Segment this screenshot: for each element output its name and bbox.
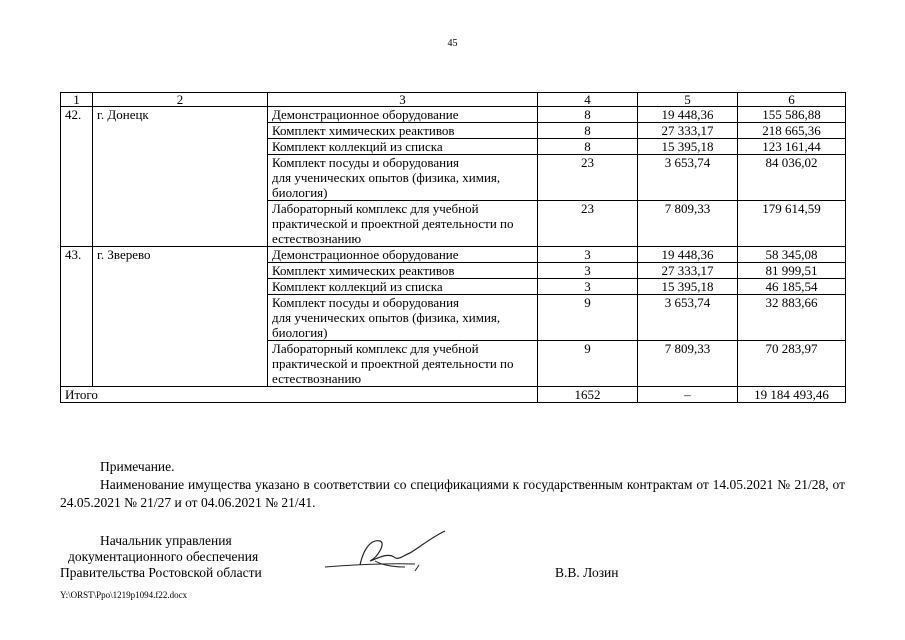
total-quantity: 1652: [538, 387, 638, 403]
item-name: Комплект химических реактивов: [268, 123, 538, 139]
item-name: Демонстрационное оборудование: [268, 107, 538, 123]
table-row: [61, 107, 846, 123]
item-price: 27 333,17: [638, 123, 738, 139]
total-price: –: [638, 387, 738, 403]
total-label: Итого: [61, 387, 538, 403]
item-quantity: 8: [538, 107, 638, 123]
item-price: 19 448,36: [638, 247, 738, 263]
item-price: 15 395,18: [638, 279, 738, 295]
signer-title-line3: Правительства Ростовской области: [60, 565, 262, 580]
item-sum: 81 999,51: [738, 263, 846, 279]
item-sum: 179 614,59: [738, 201, 846, 247]
signer-title-line1: Начальник управления: [100, 533, 232, 548]
signer-title-line2: документационного обеспечения: [68, 549, 259, 564]
item-price: 7 809,33: [638, 341, 738, 387]
item-name: Комплект коллекций из списка: [268, 279, 538, 295]
item-price: 19 448,36: [638, 107, 738, 123]
item-price: 3 653,74: [638, 155, 738, 201]
item-price: 27 333,17: [638, 263, 738, 279]
signer-name: В.В. Лозин: [555, 565, 619, 580]
item-sum: 58 345,08: [738, 247, 846, 263]
header-cell: 4: [538, 93, 638, 107]
header-cell: 2: [93, 93, 268, 107]
item-price: 7 809,33: [638, 201, 738, 247]
specification-table: [60, 92, 846, 403]
row-number: 42.: [61, 107, 93, 247]
item-quantity: 3: [538, 279, 638, 295]
item-sum: 70 283,97: [738, 341, 846, 387]
item-name: Демонстрационное оборудование: [268, 247, 538, 263]
item-name: Комплект коллекций из списка: [268, 139, 538, 155]
item-sum: 46 185,54: [738, 279, 846, 295]
city-name: г. Зверево: [93, 247, 268, 387]
header-row: [61, 93, 846, 107]
header-cell: 3: [268, 93, 538, 107]
item-name: Комплект посуды и оборудования для ученических опытов (физика, химия, биология): [268, 155, 538, 201]
header-cell: 1: [61, 93, 93, 107]
item-quantity: 9: [538, 295, 638, 341]
row-number: 43.: [61, 247, 93, 387]
item-quantity: 23: [538, 155, 638, 201]
item-sum: 155 586,88: [738, 107, 846, 123]
item-quantity: 3: [538, 263, 638, 279]
item-quantity: 9: [538, 341, 638, 387]
item-name: Лабораторный комплекс для учебной практической и проектной деятельности по естествознанию: [268, 341, 538, 387]
signer-block: [60, 533, 262, 581]
item-sum: 84 036,02: [738, 155, 846, 201]
item-quantity: 3: [538, 247, 638, 263]
item-sum: 218 665,36: [738, 123, 846, 139]
page-number: 45: [447, 38, 458, 49]
city-name: г. Донецк: [93, 107, 268, 247]
total-row: [61, 387, 846, 403]
item-name: Комплект посуды и оборудования для ученических опытов (физика, химия, биология): [268, 295, 538, 341]
signature: [320, 527, 470, 577]
note-body: Наименование имущества указано в соответствии со спецификациями к государственным контрактам от 14.05.2021 № 21/28, от 24.05.2021 № 21/27 и от 04.06.2021 № 21/41.: [60, 477, 845, 510]
item-sum: 32 883,66: [738, 295, 846, 341]
file-path: Y:\ORST\Ppo\1219p1094.f22.docx: [60, 590, 188, 600]
item-quantity: 8: [538, 139, 638, 155]
item-name: Лабораторный комплекс для учебной практической и проектной деятельности по естествознанию: [268, 201, 538, 247]
item-price: 3 653,74: [638, 295, 738, 341]
total-sum: 19 184 493,46: [738, 387, 846, 403]
table-row: [61, 247, 846, 263]
note: [60, 458, 845, 512]
item-quantity: 23: [538, 201, 638, 247]
note-title: Примечание.: [100, 459, 175, 474]
header-cell: 6: [738, 93, 846, 107]
header-cell: 5: [638, 93, 738, 107]
item-name: Комплект химических реактивов: [268, 263, 538, 279]
item-quantity: 8: [538, 123, 638, 139]
item-sum: 123 161,44: [738, 139, 846, 155]
item-price: 15 395,18: [638, 139, 738, 155]
